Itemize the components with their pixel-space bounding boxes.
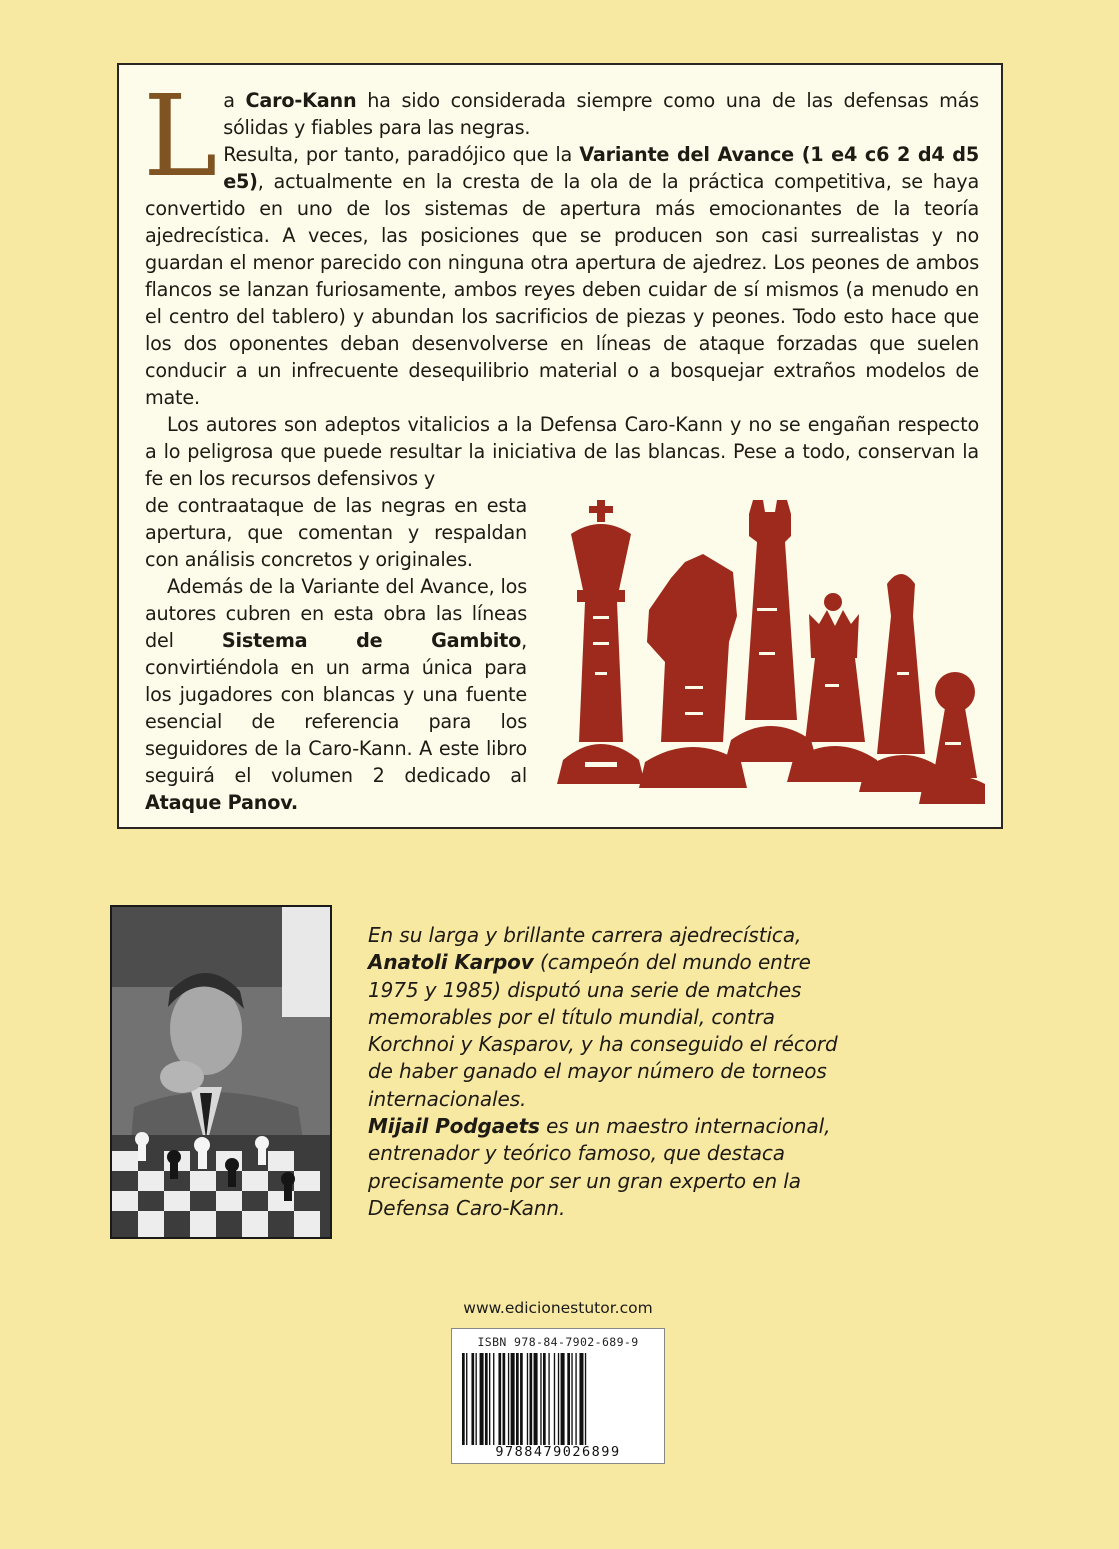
blurb-paragraph-2	[145, 141, 979, 411]
bio-paragraph	[368, 922, 838, 1222]
barcode-bar	[554, 1353, 555, 1445]
back-cover-blurb	[117, 63, 1003, 829]
text-run: Los autores son adeptos vitalicios a la Defensa Caro-Kann y no se engañan respecto a lo peligrosa que puede resultar la iniciativa de las blancas. Pese a todo, conservan la fe en los recursos defensivos y	[145, 413, 979, 490]
text-run: a	[223, 89, 246, 112]
text-run: , actualmente en la cresta de la ola de la práctica competitiva, se haya convertido en uno de los sistemas de apertura más emocionantes de la teoría ajedrecística. A veces, las posiciones que se producen son casi surrealistas y no guardan el menor parecido con ninguna otra apertura de ajedrez. Los peones de ambos flancos se lanzan furiosamente, ambos reyes deben cuidar de sí mismos (a menudo en el centro del tablero) y abundan los sacrificios de piezas y peones. Todo esto hace que los dos oponentes deban desenvolverse en líneas de ataque forzadas que suelen conducir a un infrecuente desequilibrio material o a bosquejar extraños modelos de mate.	[145, 170, 979, 409]
barcode-bar	[548, 1353, 549, 1445]
drop-cap: L	[143, 72, 218, 202]
text-run: de contraataque de las negras en esta apertura, que comentan y respaldan con análisis concretos y originales.	[145, 494, 527, 571]
barcode-bar	[462, 1353, 465, 1445]
text-run: Además de la Variante del Avance, los autores cubren en esta obra las líneas del	[145, 575, 527, 652]
barcode-digits: 9788479026899	[495, 1444, 621, 1460]
bold-run: Sistema de Gambito	[221, 629, 522, 652]
text-run: es un maestro internacional, entrenador y teórico famoso, que destaca precisamente por ser un gran experto en la Defensa Caro-Kann.	[368, 1114, 831, 1220]
barcode-bar	[503, 1353, 506, 1445]
bold-run: Variante del Avance (1 e4 c6 2 d4 d5 e5)	[223, 143, 979, 193]
authors-bio	[368, 922, 838, 1222]
author-photo	[110, 905, 332, 1239]
barcode-bar	[480, 1353, 484, 1445]
barcode-bar	[575, 1353, 576, 1445]
bold-run: Ataque Panov.	[145, 791, 299, 814]
barcode-bar	[485, 1353, 488, 1445]
author-photo-image	[112, 907, 330, 1237]
barcode-bar	[511, 1353, 515, 1445]
barcode-bar	[489, 1353, 490, 1445]
barcode-bar	[527, 1353, 528, 1445]
publisher-website: www.edicionestutor.com	[463, 1299, 653, 1317]
barcode-bar	[493, 1353, 494, 1445]
chess-pieces-icon	[553, 492, 985, 812]
barcode-bar	[508, 1353, 509, 1445]
barcode-bar	[585, 1353, 586, 1445]
barcode-bar	[540, 1353, 541, 1445]
blurb-paragraph-3	[145, 411, 979, 492]
text-run: ha sido considerada siempre como una de las defensas más sólidas y fiables para las negras.	[223, 89, 979, 139]
barcode-bar	[543, 1353, 546, 1445]
text-run: (campeón del mundo entre 1975 y 1985) disputó una serie de matches memorables por el título mundial, contra Korchnoi y Kasparov, y ha conseguido el récord de haber ganado el mayor número de torneos internacionales.	[368, 950, 838, 1111]
barcode-bar	[571, 1353, 572, 1445]
barcode-bar	[561, 1353, 565, 1445]
text-run: , convirtiéndola en un arma única para los jugadores con blancas y una fuente esencial de referencia para los seguidores de la Caro-Kann. A este libro seguirá el volumen 2 dedicado al	[145, 629, 527, 787]
barcode-bar	[471, 1353, 474, 1445]
barcode-bar	[530, 1353, 533, 1445]
barcode-bars	[460, 1353, 658, 1445]
blurb-paragraph-4	[145, 573, 527, 816]
barcode-bar	[558, 1353, 559, 1445]
barcode-bar	[579, 1353, 583, 1445]
bold-run: Caro-Kann	[245, 89, 357, 112]
isbn-barcode	[451, 1328, 665, 1464]
isbn-label: ISBN 978-84-7902-689-9	[477, 1335, 639, 1349]
author-name-podgaets: Mijail Podgaets	[368, 1114, 540, 1139]
barcode-bar	[476, 1353, 477, 1445]
barcode-bar	[466, 1353, 467, 1445]
barcode-bar	[567, 1353, 570, 1445]
barcode-bar	[498, 1353, 501, 1445]
text-run: Resulta, por tanto, paradójico que la	[223, 143, 580, 166]
blurb-paragraph-3-continued	[145, 492, 527, 573]
barcode-bar	[516, 1353, 519, 1445]
text-run: En su larga y brillante carrera ajedrecística,	[368, 923, 802, 947]
author-name-karpov: Anatoli Karpov	[368, 950, 534, 975]
barcode-bar	[534, 1353, 538, 1445]
barcode-bar	[520, 1353, 523, 1445]
